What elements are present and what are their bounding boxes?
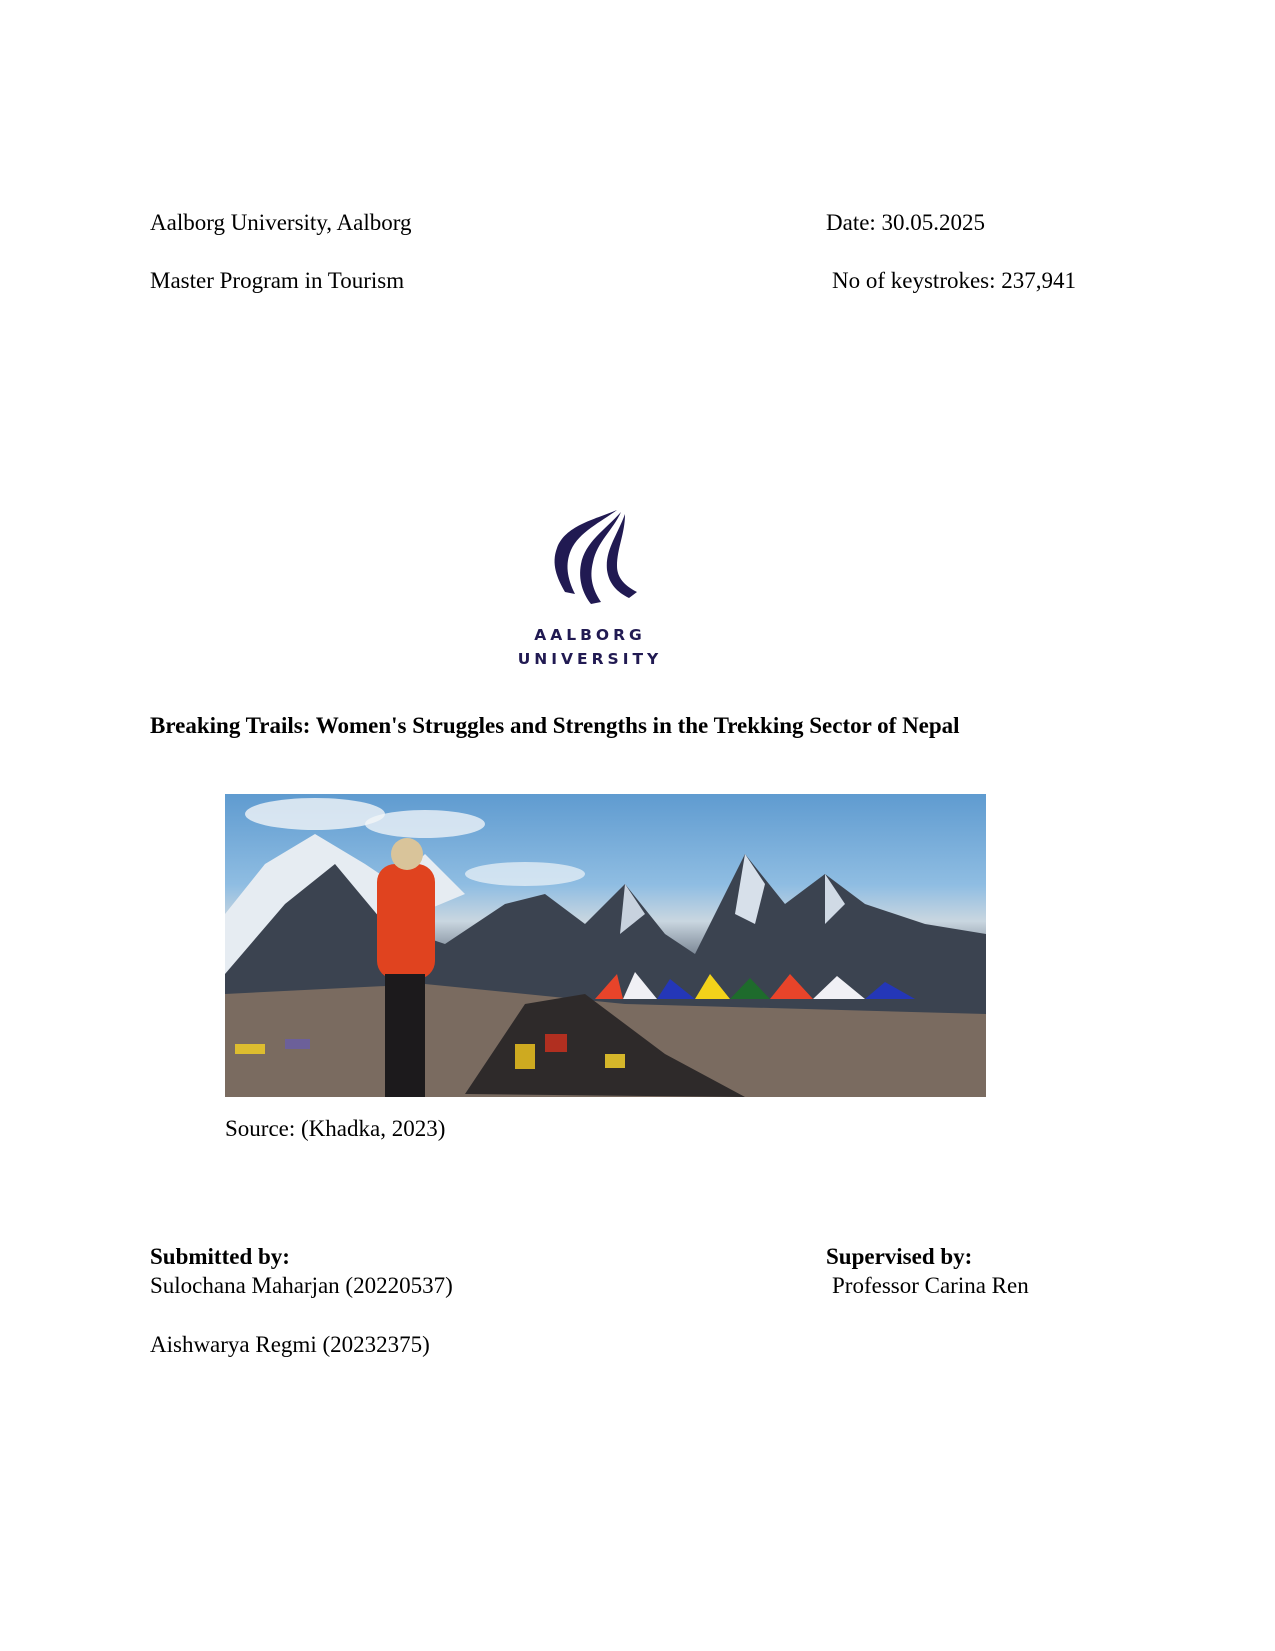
supervised-by-heading: Supervised by: [826,1244,973,1269]
submitted-by-heading: Submitted by: [150,1244,290,1269]
author-2: Aishwarya Regmi (20232375) [150,1332,430,1357]
mountain-landscape-image [225,794,986,1097]
date: Date: 30.05.2025 [826,210,986,235]
program: Master Program in Tourism [150,268,405,293]
thesis-title: Breaking Trails: Women's Struggles and Strengths in the Trekking Sector of Nepal [150,713,960,738]
institution: Aalborg University, Aalborg [150,210,412,235]
logo-text-aalborg: AALBORG [534,626,646,644]
supervisor-name: Professor Carina Ren [832,1273,1029,1298]
aalborg-wave-logo-icon [505,508,675,608]
figure-caption: Source: (Khadka, 2023) [225,1116,446,1141]
university-logo [505,500,675,680]
cover-photo [225,794,986,1097]
keystrokes-count: No of keystrokes: 237,941 [832,268,1077,293]
logo-text-university: UNIVERSITY [517,650,663,668]
author-1: Sulochana Maharjan (20220537) [150,1273,453,1298]
